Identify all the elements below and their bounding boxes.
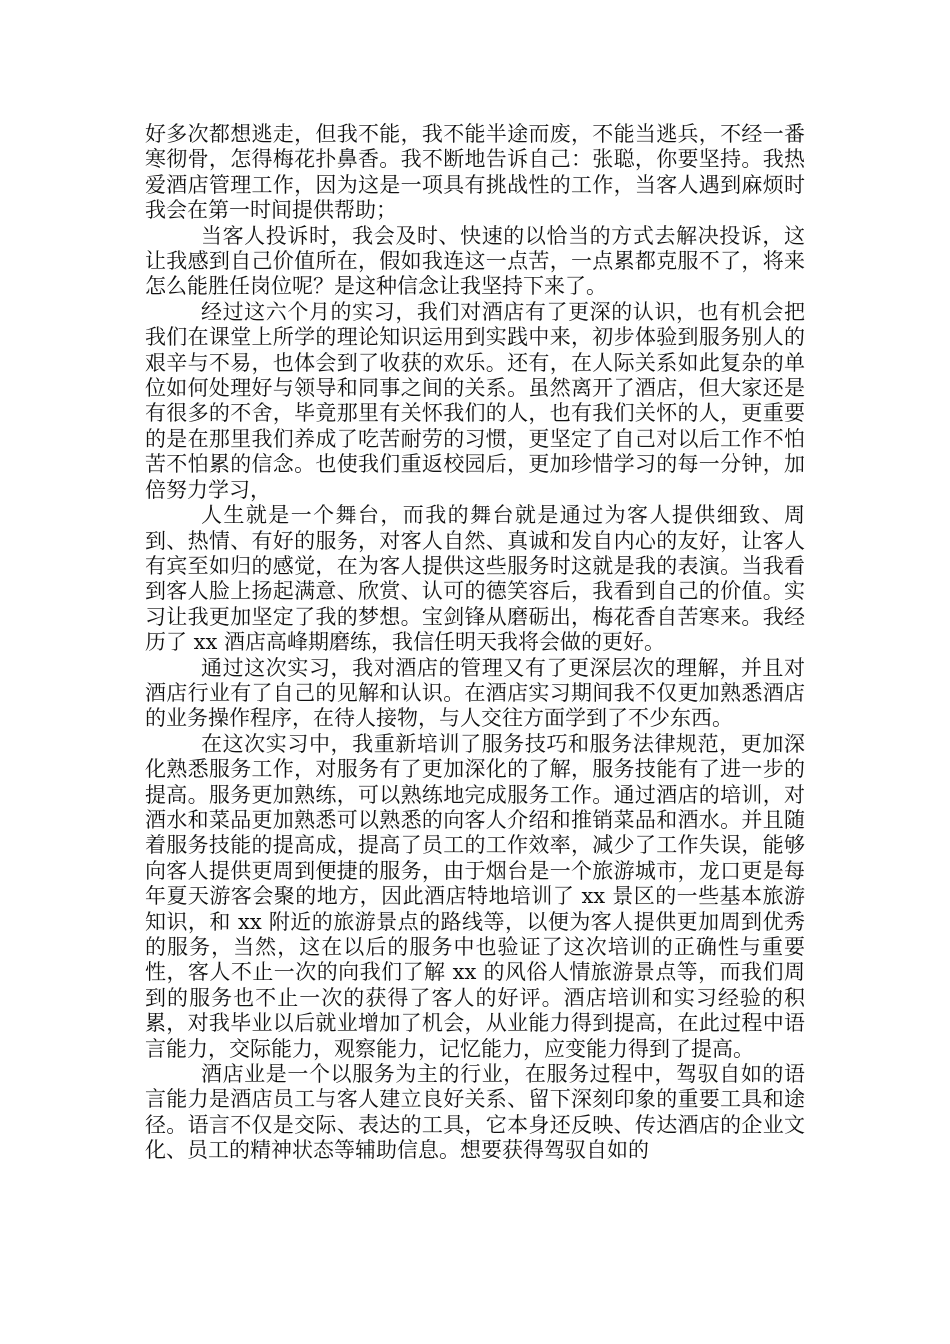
paragraph-7: 酒店业是一个以服务为主的行业，在服务过程中，驾驭自如的语言能力是酒店员工与客人建立良好关系、留下深刻印象的重要工具和途径。语言不仅是交际、表达的工具，它本身还反映、传达酒店的企业文化、员工的精神状态等辅助信息。想要获得驾驭自如的 [145, 1062, 805, 1163]
paragraph-2: 当客人投诉时，我会及时、快速的以恰当的方式去解决投诉，这让我感到自己价值所在，假如我连这一点苦，一点累都克服不了，将来怎么能胜任岗位呢？是这种信念让我坚持下来了。 [145, 223, 805, 299]
paragraph-6: 在这次实习中，我重新培训了服务技巧和服务法律规范，更加深化熟悉服务工作，对服务有了更加深化的了解，服务技能有了进一步的提高。服务更加熟练，可以熟练地完成服务工作。通过酒店的培训，对酒水和菜品更加熟悉可以熟悉的向客人介绍和推销菜品和酒水。并且随着服务技能的提高成，提高了员工的工作效率，减少了工作失误，能够向客人提供更周到便捷的服务，由于烟台是一个旅游城市，龙口更是每年夏天游客会聚的地方，因此酒店特地培训了 xx 景区的一些基本旅游知识，和 xx 附近的旅游景点的路线等，以便为客人提供更加周到优秀的服务，当然，这在以后的服务中也验证了这次培训的正确性与重要性，客人不止一次的向我们了解 xx 的风俗人情旅游景点等，而我们周到的服务也不止一次的获得了客人的好评。酒店培训和实习经验的积累，对我毕业以后就业增加了机会，从业能力得到提高，在此过程中语言能力，交际能力，观察能力，记忆能力，应变能力得到了提高。 [145, 731, 805, 1061]
paragraph-1: 好多次都想逃走，但我不能，我不能半途而废，不能当逃兵，不经一番寒彻骨，怎得梅花扑鼻香。我不断地告诉自己：张聪，你要坚持。我热爱酒店管理工作，因为这是一项具有挑战性的工作，当客人遇到麻烦时我会在第一时间提供帮助； [145, 122, 805, 223]
paragraph-3: 经过这六个月的实习，我们对酒店有了更深的认识，也有机会把我们在课堂上所学的理论知识运用到实践中来，初步体验到服务别人的艰辛与不易，也体会到了收获的欢乐。还有，在人际关系如此复杂的单位如何处理好与领导和同事之间的关系。虽然离开了酒店，但大家还是有很多的不舍，毕竟那里有关怀我们的人，也有我们关怀的人，更重要的是在那里我们养成了吃苦耐劳的习惯，更坚定了自己对以后工作不怕苦不怕累的信念。也使我们重返校园后，更加珍惜学习的每一分钟，加倍努力学习， [145, 299, 805, 502]
document-page [145, 122, 805, 1164]
paragraph-5: 通过这次实习，我对酒店的管理又有了更深层次的理解，并且对酒店行业有了自己的见解和认识。在酒店实习期间我不仅更加熟悉酒店的业务操作程序，在待人接物，与人交往方面学到了不少东西。 [145, 655, 805, 731]
paragraph-4: 人生就是一个舞台，而我的舞台就是通过为客人提供细致、周到、热情、有好的服务，对客人自然、真诚和发自内心的友好，让客人有宾至如归的感觉，在为客人提供这些服务时这就是我的表演。当我看到客人脸上扬起满意、欣赏、认可的德笑容后，我看到自己的价值。实习让我更加坚定了我的梦想。宝剑锋从磨砺出，梅花香自苦寒来。我经历了 xx 酒店高峰期磨练，我信任明天我将会做的更好。 [145, 503, 805, 655]
